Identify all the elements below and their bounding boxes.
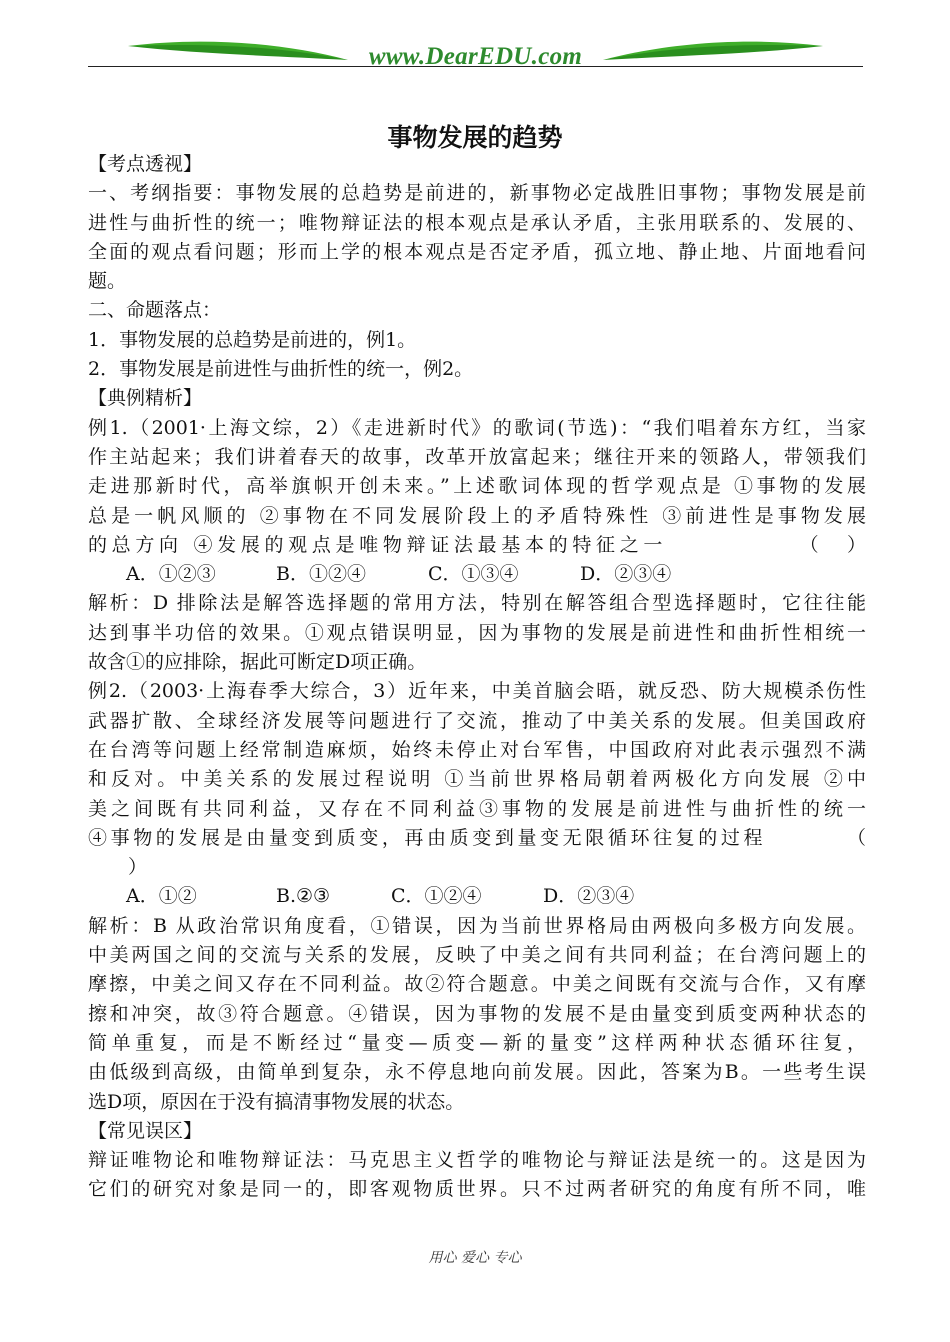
text-line: 在台湾等问题上经常制造麻烦，始终未停止对台军售，中国政府对此表示强烈不满 (88, 738, 866, 761)
page-title: 事物发展的趋势 (387, 123, 563, 152)
text-line: 2．事物发展是前进性与曲折性的统一，例2。 (88, 358, 474, 381)
text-line: 擦和冲突，故③符合题意。④错误，因为事物的发展不是由量变到质变两种状态的 (88, 1002, 866, 1025)
text-line: 解析：D 排除法是解答选择题的常用方法，特别在解答组合型选择题时，它往往能 (88, 592, 866, 615)
site-logo-text[interactable]: www.DearEDU.com (368, 43, 583, 70)
section-heading: 【常见误区】 (88, 1119, 203, 1142)
answer-options (88, 882, 866, 911)
document-body (88, 150, 866, 1205)
text-line: 1．事物发展的总趋势是前进的，例1。 (88, 328, 417, 351)
text-line: ④事物的发展是由量变到质变，再由质变到量变无限循环往复的过程 （ (88, 826, 866, 849)
text-line: 选D项，原因在于没有搞清事物发展的状态。 (88, 1090, 465, 1113)
option-c: C．①②④ (391, 885, 482, 908)
text-line: 它们的研究对象是同一的，即客观物质世界。只不过两者研究的角度有所不同，唯 (88, 1178, 866, 1201)
text-line: 例1.（2001·上海文综，2）《走进新时代》的歌词(节选)：“我们唱着东方红，当家 (88, 416, 866, 439)
text-line: 辩证唯物论和唯物辩证法：马克思主义哲学的唯物论与辩证法是统一的。这是因为 (88, 1149, 866, 1172)
text-line: 走进那新时代，高举旗帜开创未来。”上述歌词体现的哲学观点是 ①事物的发展 (88, 475, 866, 498)
text-line: 二、命题落点： (88, 299, 222, 322)
option-a: A．①② (126, 885, 197, 908)
text-line: 由低级到高级，由简单到复杂，永不停息地向前发展。因此，答案为B。一些考生误 (88, 1061, 866, 1084)
text-line: 例2.（2003·上海春季大综合，3）近年来，中美首脑会晤，就反恐、防大规模杀伤性 (88, 680, 866, 703)
answer-options (88, 560, 866, 589)
text-line: 和反对。中美关系的发展过程说明 ①当前世界格局朝着两极化方向发展 ②中 (88, 768, 866, 791)
section-heading: 【考点透视】 (88, 153, 203, 175)
option-d: D．②③④ (580, 563, 672, 586)
option-c: C．①③④ (428, 563, 519, 586)
text-line: 一、考纲指要：事物发展的总趋势是前进的，新事物必定战胜旧事物；事物发展是前 (88, 182, 866, 205)
option-b: B．①②④ (276, 563, 366, 586)
text-line: 解析：B 从政治常识角度看，①错误，因为当前世界格局由两极向多极方向发展。 (88, 914, 866, 937)
text-line: 全面的观点看问题；形而上学的根本观点是否定矛盾，孤立地、静止地、片面地看问 (88, 240, 866, 263)
text-line: ） (128, 856, 148, 879)
text-line: 武器扩散、全球经济发展等问题进行了交流，推动了中美关系的发展。但美国政府 (88, 709, 866, 732)
text-line: 总是一帆风顺的 ②事物在不同发展阶段上的矛盾特殊性 ③前进性是事物发展 (88, 504, 866, 527)
text-line: 进性与曲折性的统一；唯物辩证法的根本观点是承认矛盾，主张用联系的、发展的、 (88, 211, 866, 234)
page-footer: 用心 爱心 专心 (428, 1250, 522, 1266)
text-line: 摩擦，中美之间又存在不同利益。故②符合题意。中美之间既有交流与合作，又有摩 (88, 973, 866, 996)
text-line: 简单重复，而是不断经过“量变—质变—新的量变”这样两种状态循环往复， (88, 1031, 866, 1054)
section-heading: 【典例精析】 (88, 387, 203, 410)
text-line: 中美两国之间的交流与关系的发展，反映了中美之间有共同利益；在台湾问题上的 (88, 944, 866, 967)
header-divider (88, 66, 863, 67)
option-a: A．①②③ (126, 563, 216, 586)
text-line: 达到事半功倍的效果。①观点错误明显，因为事物的发展是前进性和曲折性相统一 (88, 621, 866, 644)
text-line: 作主站起来；我们讲着春天的故事，改革开放富起来；继往开来的领路人，带领我们 (88, 445, 866, 468)
text-line: 题。 (88, 270, 127, 293)
option-b: B.②③ (276, 885, 331, 908)
text-line: 的总方向 ④发展的观点是唯物辩证法最基本的特征之一 （ ） (88, 533, 866, 556)
text-line: 故含①的应排除，据此可断定D项正确。 (88, 651, 427, 674)
text-line: 美之间既有共同利益，又存在不同利益③事物的发展是前进性与曲折性的统一 (88, 797, 866, 820)
option-d: D．②③④ (543, 885, 635, 908)
